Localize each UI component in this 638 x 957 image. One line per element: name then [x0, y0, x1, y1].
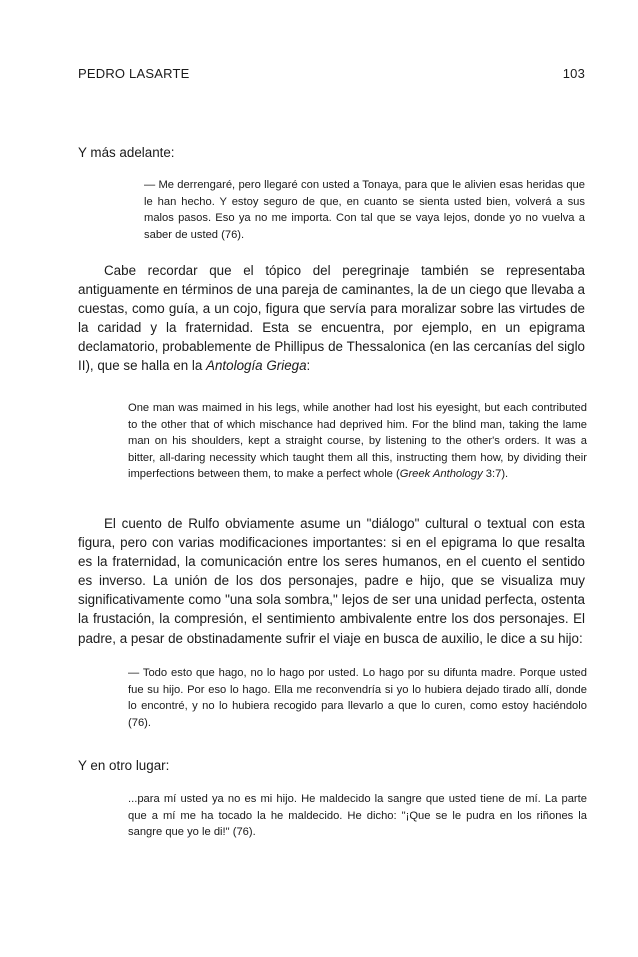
page-number: 103 — [562, 66, 585, 81]
running-header — [78, 66, 585, 81]
block-quote-2 — [128, 400, 587, 483]
quote-2-text: One man was maimed in his legs, while another had lost his eyesight, but each contributed to the other that of which mischance had deprived him. For the blind man, taking the lame man on his shoulders, kept a straight course, by listening to the other's orders. It was a bitter, all-daring necessity which taught them all this, instructing them how, by dividing their imperfections between them, to make a perfect whole ( — [128, 402, 587, 481]
book-title-antologia: Antología Griega — [206, 358, 307, 374]
block-quote-1: — Me derrengaré, pero llegaré con usted a Tonaya, para que le alivien esas heridas que le han hecho. Y estoy seguro de que, en cuanto se sienta usted bien, volverá a sus malos pasos. Eso ya no me importa. Con tal que se vaya lejos, donde yo no vuelva a saber de usted (76). — [144, 179, 585, 241]
block-quote-3: — Todo esto que hago, no lo hago por usted. Lo hago por su difunta madre. Porque usted fue su hijo. Por eso lo hago. Ella me reconvendría si yo lo hubiera dejado tirado allí, donde lo encontré, y no lo hubiera recogido para llevarlo a que lo curen, como estoy haciéndolo (76). — [128, 667, 587, 729]
quote-2-end: 3:7). — [482, 468, 509, 481]
header-author: PEDRO LASARTE — [78, 66, 190, 81]
intro-line-1: Y más adelante: — [78, 145, 175, 160]
paragraph-1-text: Cabe recordar que el tópico del peregrinaje también se representaba antiguamente en términos de una pareja de caminantes, la de un ciego que llevaba a cuestas, como guía, a un cojo, figura que servía para moralizar sobre las virtudes de la caridad y la fraternidad. Esta se encuentra, por ejemplo, en un epigrama declamatorio, probablemente de Phillipus de Thessalonica (en las cercanías del siglo II), que se halla en la — [78, 263, 585, 374]
paragraph-1-end: : — [306, 358, 311, 374]
intro-line-2: Y en otro lugar: — [78, 758, 170, 773]
body-paragraph-1 — [78, 261, 585, 376]
book-title-greek-anthology: Greek Anthology — [399, 468, 483, 481]
body-paragraph-2: El cuento de Rulfo obviamente asume un "diálogo" cultural o textual con esta figura, pero con varias modificaciones importantes: si en el epigrama lo que resalta es la fraternidad, la comunicación entre los seres humanos, en el cuento el sentido es inverso. La unión de los dos personajes, padre e hijo, que se visualiza muy significativamente como "una sola sombra," lejos de ser una unidad perfecta, ostenta la frustación, la compresión, el sentimiento ambivalente entre los dos personajes. El padre, a pesar de obstinadamente sufrir el viaje en busca de auxilio, le dice a su hijo: — [78, 516, 585, 646]
block-quote-4: ...para mí usted ya no es mi hijo. He maldecido la sangre que usted tiene de mí. La parte que a mí me ha tocado la he maldecido. He dicho: "¡Que se le pudra en los riñones la sangre que yo le di!" (76). — [128, 793, 587, 839]
